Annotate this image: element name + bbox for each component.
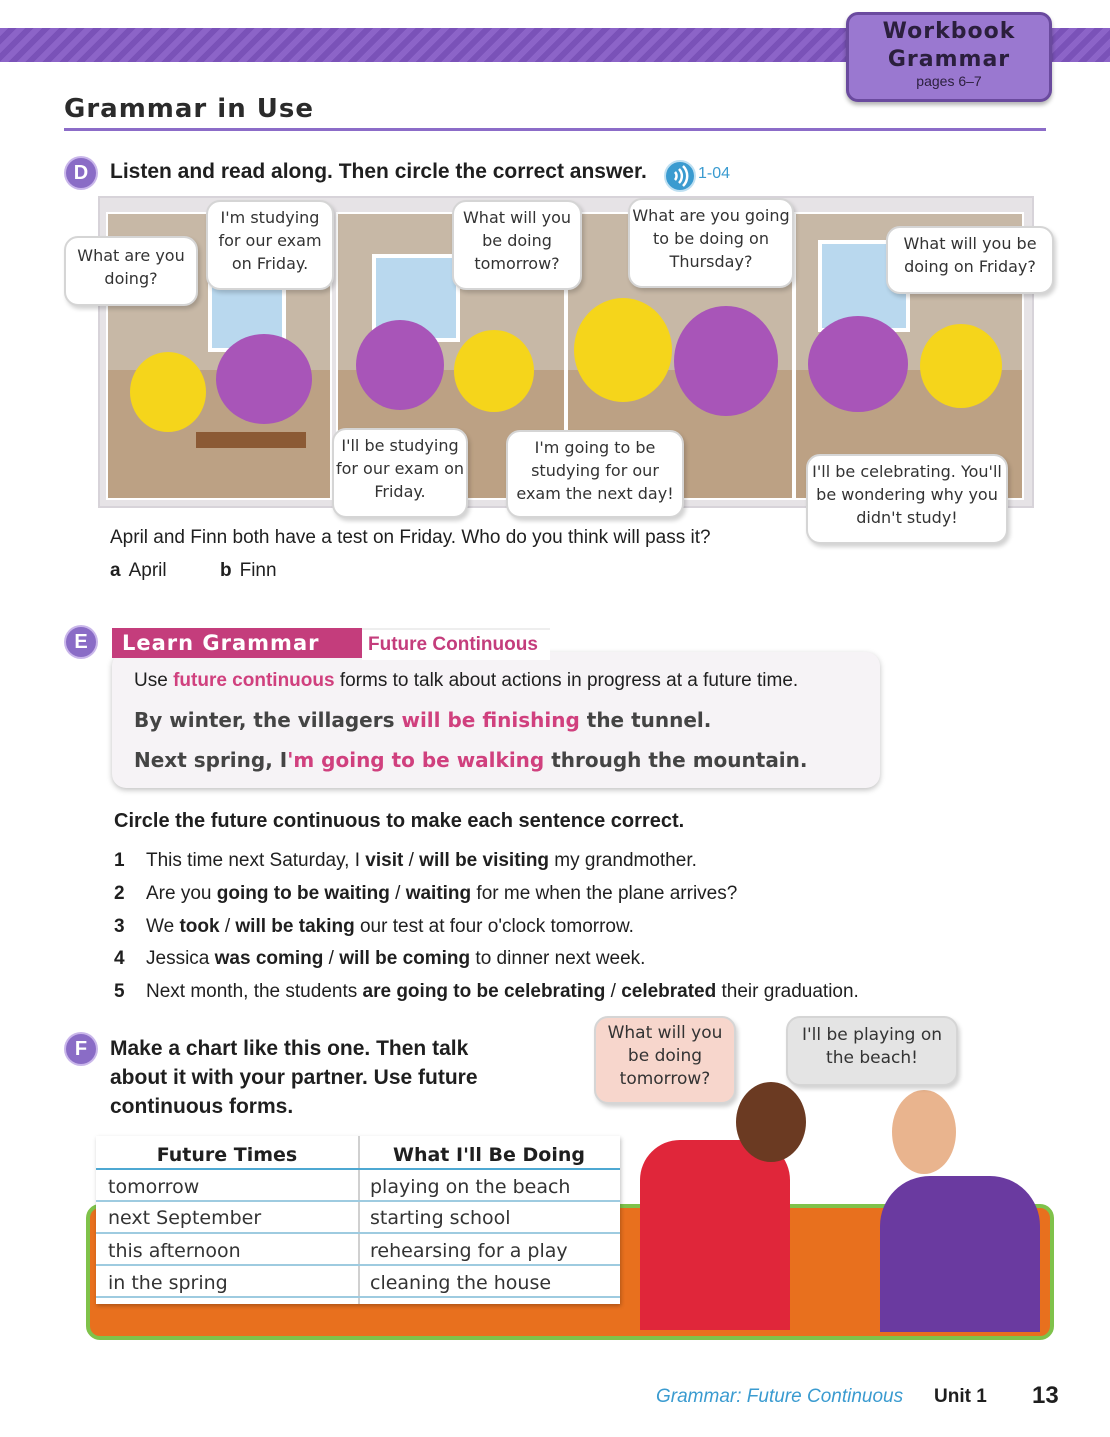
exercise-item-2: 2 Are you going to be waiting / waiting for me when the plane arrives? [114,883,738,904]
workbook-line2: Grammar [887,47,1011,72]
girl-speech-bubble: I'll be playing on the beach! [786,1016,958,1086]
title-rule [64,128,1046,131]
future-times-chart [96,1136,620,1304]
chart-cell: next September [108,1207,262,1229]
workbook-tab [846,12,1052,102]
yellow-bird [454,330,534,412]
yellow-bird [920,324,1002,408]
chart-cell: starting school [370,1207,511,1229]
chart-header-future-times: Future Times [156,1144,298,1166]
purple-bird [356,320,444,410]
grammar-rule: Use future continuous forms to talk about actions in progress at a future time. [134,670,799,691]
option-a[interactable]: a April [110,560,167,581]
exercise-item-1: 1 This time next Saturday, I visit / will be visiting my grandmother. [114,850,697,871]
workbook-line1: Workbook [882,19,1016,44]
chart-rule [96,1200,620,1202]
chart-cell: tomorrow [108,1176,200,1198]
section-d-instruction: Listen and read along. Then circle the correct answer. [110,160,647,183]
chart-rule [96,1168,620,1170]
girl-head [892,1090,956,1174]
exercise-item-5: 5 Next month, the students are going to be celebrating / celebrated their graduation. [114,981,859,1002]
chart-cell: in the spring [108,1272,228,1294]
speech-bubble-5: What are you going to be doing on Thursday? [628,198,794,288]
chart-cell: cleaning the house [370,1272,552,1294]
choice-a[interactable]: going to be waiting [216,883,390,904]
choice-a[interactable]: visit [365,850,404,871]
page-title: Grammar in Use [64,94,315,124]
choice-b[interactable]: will be taking [235,916,355,937]
purple-bird [808,316,908,412]
option-b[interactable]: b Finn [220,560,277,581]
speech-bubble-6: I'm going to be studying for our exam the next day! [506,430,684,518]
speech-bubble-8: I'll be celebrating. You'll be wondering why you didn't study! [806,454,1008,544]
choice-b[interactable]: celebrated [621,981,717,1002]
speech-bubble-1: What are you doing? [64,236,198,306]
chart-cell: this afternoon [108,1240,241,1262]
yellow-bird [130,352,206,432]
desk [196,432,306,448]
section-d-badge: D [66,158,96,188]
learn-grammar-header: Learn Grammar [112,628,366,658]
speech-bubble-4: I'll be studying for our exam on Friday. [332,428,468,518]
chart-rule [96,1232,620,1234]
choice-a[interactable]: was coming [214,948,324,969]
choice-a[interactable]: are going to be celebrating [362,981,606,1002]
choice-b[interactable]: will be visiting [419,850,550,871]
chart-cell: playing on the beach [370,1176,571,1198]
boy-head [736,1082,806,1162]
choice-b[interactable]: will be coming [339,948,471,969]
page-number: 13 [1032,1382,1059,1409]
choice-b[interactable]: waiting [405,883,472,904]
section-e-badge: E [66,627,96,657]
exercise-item-3: 3 We took / will be taking our test at four o'clock tomorrow. [114,916,634,937]
chart-cell: rehearsing for a play [370,1240,568,1262]
exercise-item-4: 4 Jessica was coming / will be coming to dinner next week. [114,948,646,969]
boy-shirt [640,1140,790,1330]
chart-header-what-ill-be-doing: What I'll Be Doing [393,1144,585,1166]
grammar-example-1: By winter, the villagers will be finishing the tunnel. [134,708,712,732]
exercise-instruction: Circle the future continuous to make each sentence correct. [114,810,685,832]
audio-icon[interactable] [664,160,696,192]
footer-unit: Unit 1 [934,1386,987,1407]
section-f-badge: F [66,1034,96,1064]
purple-bird [674,306,778,416]
girl-shirt [880,1176,1040,1332]
yellow-bird [574,298,672,402]
boy-speech-bubble: What will you be doing tomorrow? [594,1016,736,1104]
audio-track-label: 1-04 [698,165,731,182]
workbook-pages: pages 6–7 [916,73,982,89]
speech-bubble-7: What will you be doing on Friday? [886,226,1054,294]
speech-bubble-2: I'm studying for our exam on Friday. [206,200,334,290]
grammar-topic: Future Continuous [362,628,550,660]
speech-bubble-3: What will you be doing tomorrow? [452,200,582,290]
comprehension-question: April and Finn both have a test on Friday. Who do you think will pass it? [110,527,711,548]
choice-a[interactable]: took [179,916,220,937]
chart-rule [96,1264,620,1266]
grammar-example-2: Next spring, I'm going to be walking through the mountain. [134,748,808,772]
chart-rule [96,1296,620,1298]
footer-topic: Grammar: Future Continuous [656,1386,904,1407]
purple-bird [216,334,312,424]
section-f-instruction: Make a chart like this one. Then talk about it with your partner. Use future continuous forms. [110,1037,478,1118]
